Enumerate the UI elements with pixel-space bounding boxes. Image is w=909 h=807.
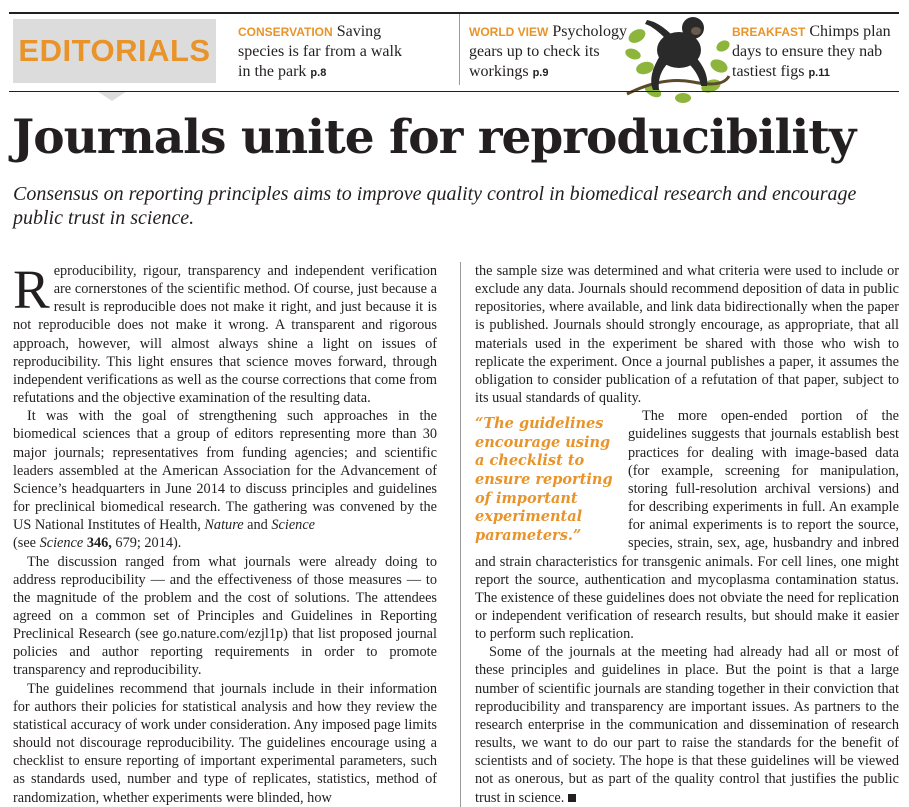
teaser-kicker: WORLD VIEW [469,25,549,39]
paragraph-text: 679; 2014). [111,535,182,552]
teaser-text: Chimps plan days to ensure they nab tastiest figs [732,23,891,80]
paragraph-text: and [243,517,272,534]
column-divider [460,262,461,807]
teaser-text: Psychology gears up to check its workings [469,23,627,80]
header-bottom-rule [9,91,899,92]
volume-number: 346, [83,535,112,552]
article-headline: Journals unite for reproducibility [12,110,856,165]
teaser-breakfast[interactable] [732,22,902,83]
teaser-text: Saving species is far from a walk in the park [238,23,402,80]
journal-name: Science [39,535,84,552]
teaser-kicker: BREAKFAST [732,25,806,39]
section-label-box [13,19,216,83]
article-column-1 [13,259,437,807]
teaser-conservation[interactable] [238,22,413,83]
pull-quote: “The guidelines encourage using a checklist to ensure reporting of important experimental parameters.” [475,415,613,544]
teaser-page: p.8 [310,67,327,79]
paragraph-text: It was with the goal of strengthening such approaches in the biomedical sciences that a group of editors representing more than 30 major journals; representatives from funding agencies; and scientific leaders assembled at the American Association for the Advancement of Science’s headquarters in June 2014 to discuss principles and guidelines for preclinical biomedical research. The gathering was convened by the US National Institutes of Health, [13,408,437,534]
teaser-page: p.9 [532,67,549,79]
paragraph-text: eproducibility, rigour, transparency and independent verification are cornerstones of the scientific method. Of course, just because a result is reproducible does not make it right, and just because it is not reproducible does not make it wrong. A transparent and rigorous approach, however, will almost always shine a light on issues of reproducibility. This light ensures that science moves forward, through independent verifications as well as the course corrections that come from refutations and the objective examination of the resulting data. [13,263,437,407]
teaser-world-view[interactable] [469,22,634,83]
article-standfirst: Consensus on reporting principles aims to improve quality control in biomedical research and encourage public trust in science. [13,183,857,229]
paragraph: The more open-ended portion of the guidelines suggests that journals establish best practices for dealing with image-based data (for example, screening for manipulation, storing full-resolution archival versions) and for describing experiments in full. An example for animal experiments is to report the source, species, strain, sex, age, husbandry and inbred and strain characteristics for transgenic animals. For cell lines, one might report the source, authentication and mycoplasma contamination status. The existence of these guidelines does not obviate the need for replication or independent verification of research results, but should make it easier to perform such replication. [475,408,899,643]
section-pointer [97,91,127,101]
teaser-kicker: CONSERVATION [238,25,333,39]
journal-name: Nature [204,517,244,534]
section-label: EDITORIALS [18,33,211,68]
paragraph-text: (see [13,535,40,552]
article-column-2 [475,262,899,807]
header-top-rule [9,12,899,14]
journal-name: Science [271,517,316,534]
paragraph-text: Some of the journals at the meeting had already had all or most of these principles and guidelines in place. But the point is that a large number of scientific journals are standing together in their conviction that reproducibility and transparency are important issues. As partners to the research enterprise in the communication and dissemination of research results, we want to do our part to raise the standards for the benefit of scientists and of society. The hope is that these guidelines will be viewed not as onerous, but as part of the quality control that justifies the public trust in science. [475,644,899,806]
paragraph: The guidelines recommend that journals include in their information for authors their policies for statistical analysis and how they review the statistical accuracy of work under consideration. Any imposed page limits should not discourage reproducibility. The guidelines encourage using a checklist to ensure reporting of important experimental parameters, such as standards used, number and type of replicates, statistics, method of randomization, whether experiments were blinded, how [13,680,437,806]
paragraph [13,259,437,407]
paragraph: the sample size was determined and what criteria were used to include or exclude any data. Journals should recommend deposition of data in public repositories, where available, and link data bidirectionally when the paper is published. Journals should strongly encourage, as appropriate, that all materials used in the experiment be shared with those who wish to replicate the experiment. Once a journal publishes a paper, it assumes the obligation to consider publication of a refutation of that paper, subject to its usual standards of quality. [475,263,899,407]
drop-cap: R [13,259,50,320]
teaser-divider [459,14,460,85]
teaser-page: p.11 [808,67,830,79]
end-of-article-mark [568,794,576,802]
paragraph [475,643,899,806]
paragraph [13,407,437,552]
paragraph: The discussion ranged from what journals were already doing to address reproducibility — and the effectiveness of those measures — to the magnitude of the problem and the cost of solutions. The attendees agreed on a common set of Principles and Guidelines in Reporting Preclinical Research (see go.nature.com/ezjl1p) that list proposed journal policies and author reporting requirements in order to promote transparency and reproducibility. [13,553,437,679]
